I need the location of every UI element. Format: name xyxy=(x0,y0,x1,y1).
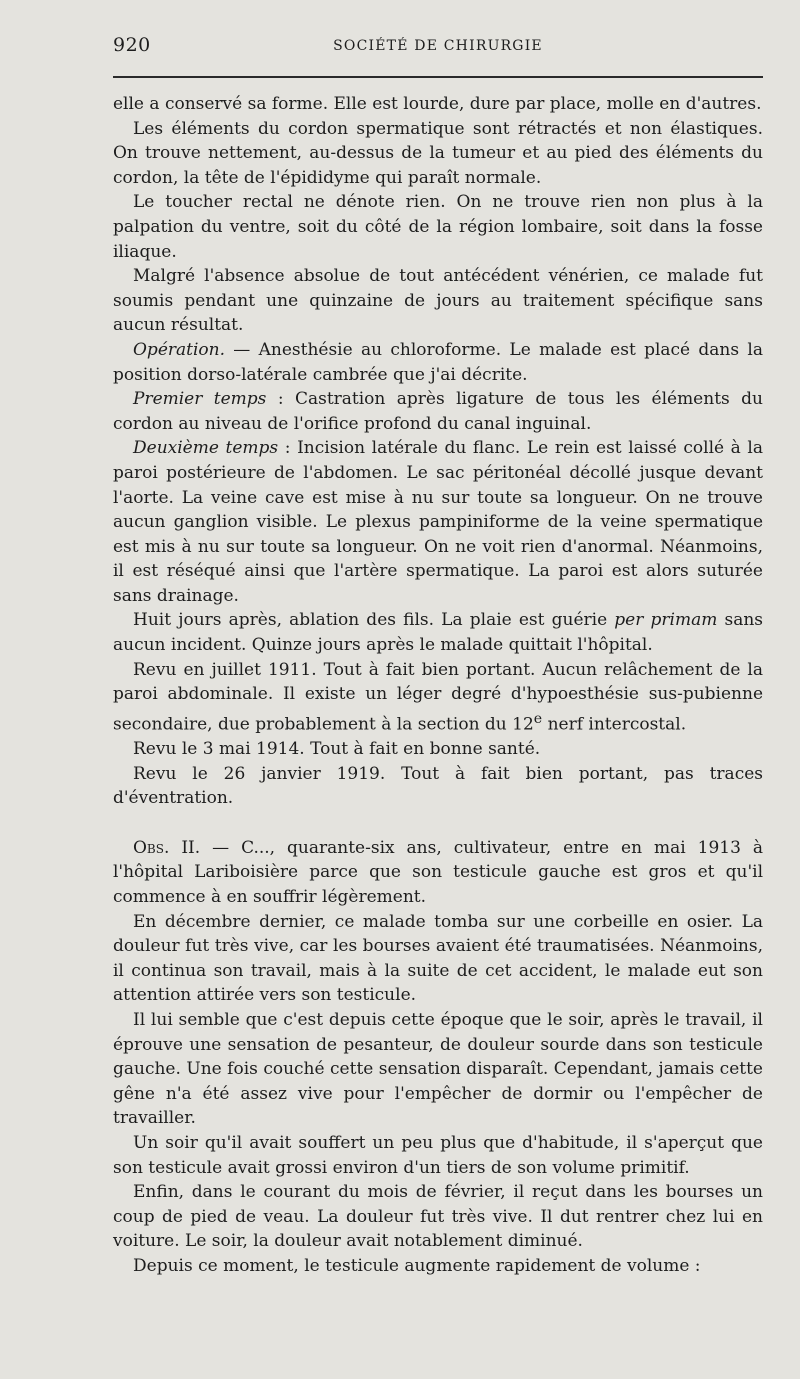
paragraph-continued: elle a conservé sa forme. Elle est lourde, dure par place, molle en d'autres. xyxy=(113,94,762,114)
paragraph: Revu le 26 janvier 1919. Tout à fait bien portant, pas traces d'éventration. xyxy=(113,763,763,809)
paragraph: Les éléments du cordon spermatique sont rétractés et non élastiques. On trouve nettement, au-dessus de la tumeur et au pied des éléments du cordon, la tête de l'épididyme qui paraît normale. xyxy=(113,118,763,188)
observation-label: Obs. II. xyxy=(133,837,201,858)
paragraph: Revu en juillet 1911. Tout à fait bien portant. Aucun relâchement de la paroi abdominale. Il existe un léger degré d'hypoesthésie sus-pubienne secondaire, due probablement à la section du 12e nerf intercostal. xyxy=(113,659,763,735)
page-header xyxy=(113,34,763,60)
paragraph: Huit jours après, ablation des fils. La plaie est guérie per primam sans aucun incident. Quinze jours après le malade quittait l'hôpital. xyxy=(113,610,764,656)
paragraph: Le toucher rectal ne dénote rien. On ne trouve rien non plus à la palpation du ventre, soit du côté de la région lombaire, soit dans la fosse iliaque. xyxy=(113,192,763,262)
paragraph: Un soir qu'il avait souffert un peu plus que d'habitude, il s'aperçut que son testicule avait grossi environ d'un tiers de son volume primitif. xyxy=(113,1133,763,1178)
latin-phrase: per primam xyxy=(614,610,718,631)
paragraph: Revu le 3 mai 1914. Tout à fait en bonne santé. xyxy=(133,739,541,760)
paragraph: Enfin, dans le courant du mois de février, il reçut dans les bourses un coup de pied de veau. La douleur fut très vive. Il dut rentrer chez lui en voiture. Le soir, la douleur avait notablement diminué. xyxy=(113,1182,763,1252)
paragraph-operation: Opération. — Anesthésie au chloroforme. Le malade est placé dans la position dorso-latérale cambrée que j'ai décrite. xyxy=(113,339,763,385)
body-text xyxy=(113,92,763,1279)
first-step-heading: Premier temps xyxy=(133,389,267,410)
paragraph: En décembre dernier, ce malade tomba sur une corbeille en osier. La douleur fut très vive, car les bourses avaient été traumatisées. Néanmoins, il continua son travail, mais à la suite de cet accident, le malade eut son attention attirée vers son testicule. xyxy=(113,911,763,1006)
paragraph: Il lui semble que c'est depuis cette époque que le soir, après le travail, il éprouve une sensation de pesanteur, de douleur sourde dans son testicule gauche. Une fois couché cette sensation disparaît. Cependant, jamais cette gêne n'a été assez vive pour l'empêcher de dormir ou l'empêcher de travailler. xyxy=(113,1010,763,1129)
header-rule xyxy=(113,76,763,78)
paragraph: Depuis ce moment, le testicule augmente rapidement de volume : xyxy=(133,1255,701,1276)
page-number: 920 xyxy=(113,34,151,56)
running-head: SOCIÉTÉ DE CHIRURGIE xyxy=(333,38,543,54)
paragraph: Malgré l'absence absolue de tout antécédent vénérien, ce malade fut soumis pendant une quinzaine de jours au traitement spécifique sans aucun résultat. xyxy=(113,266,763,336)
second-step-heading: Deuxième temps xyxy=(133,438,279,459)
operation-heading: Opération. xyxy=(133,339,225,360)
ordinal-superscript: e xyxy=(533,710,543,727)
paragraph-first-step: Premier temps : Castration après ligature de tous les éléments du cordon au niveau de l'orifice profond du canal inguinal. xyxy=(113,389,763,434)
paragraph-second-step: Deuxième temps : Incision latérale du flanc. Le rein est laissé collé à la paroi postérieure de l'abdomen. Le sac péritonéal décollé jusque devant l'aorte. La veine cave est mise à nu sur toute sa longueur. On ne trouve aucun ganglion visible. Le plexus pampiniforme de la veine spermatique est mis à nu sur toute sa longueur. On ne voit rien d'anormal. Néanmoins, il est réséqué ainsi que l'artère spermatique. La paroi est alors suturée sans drainage. xyxy=(113,438,763,606)
paragraph-observation: Obs. II. — C..., quarante-six ans, cultivateur, entre en mai 1913 à l'hôpital Lariboisière parce que son testicule gauche est gros et qu'il commence à en souffrir légèrement. xyxy=(113,837,764,908)
